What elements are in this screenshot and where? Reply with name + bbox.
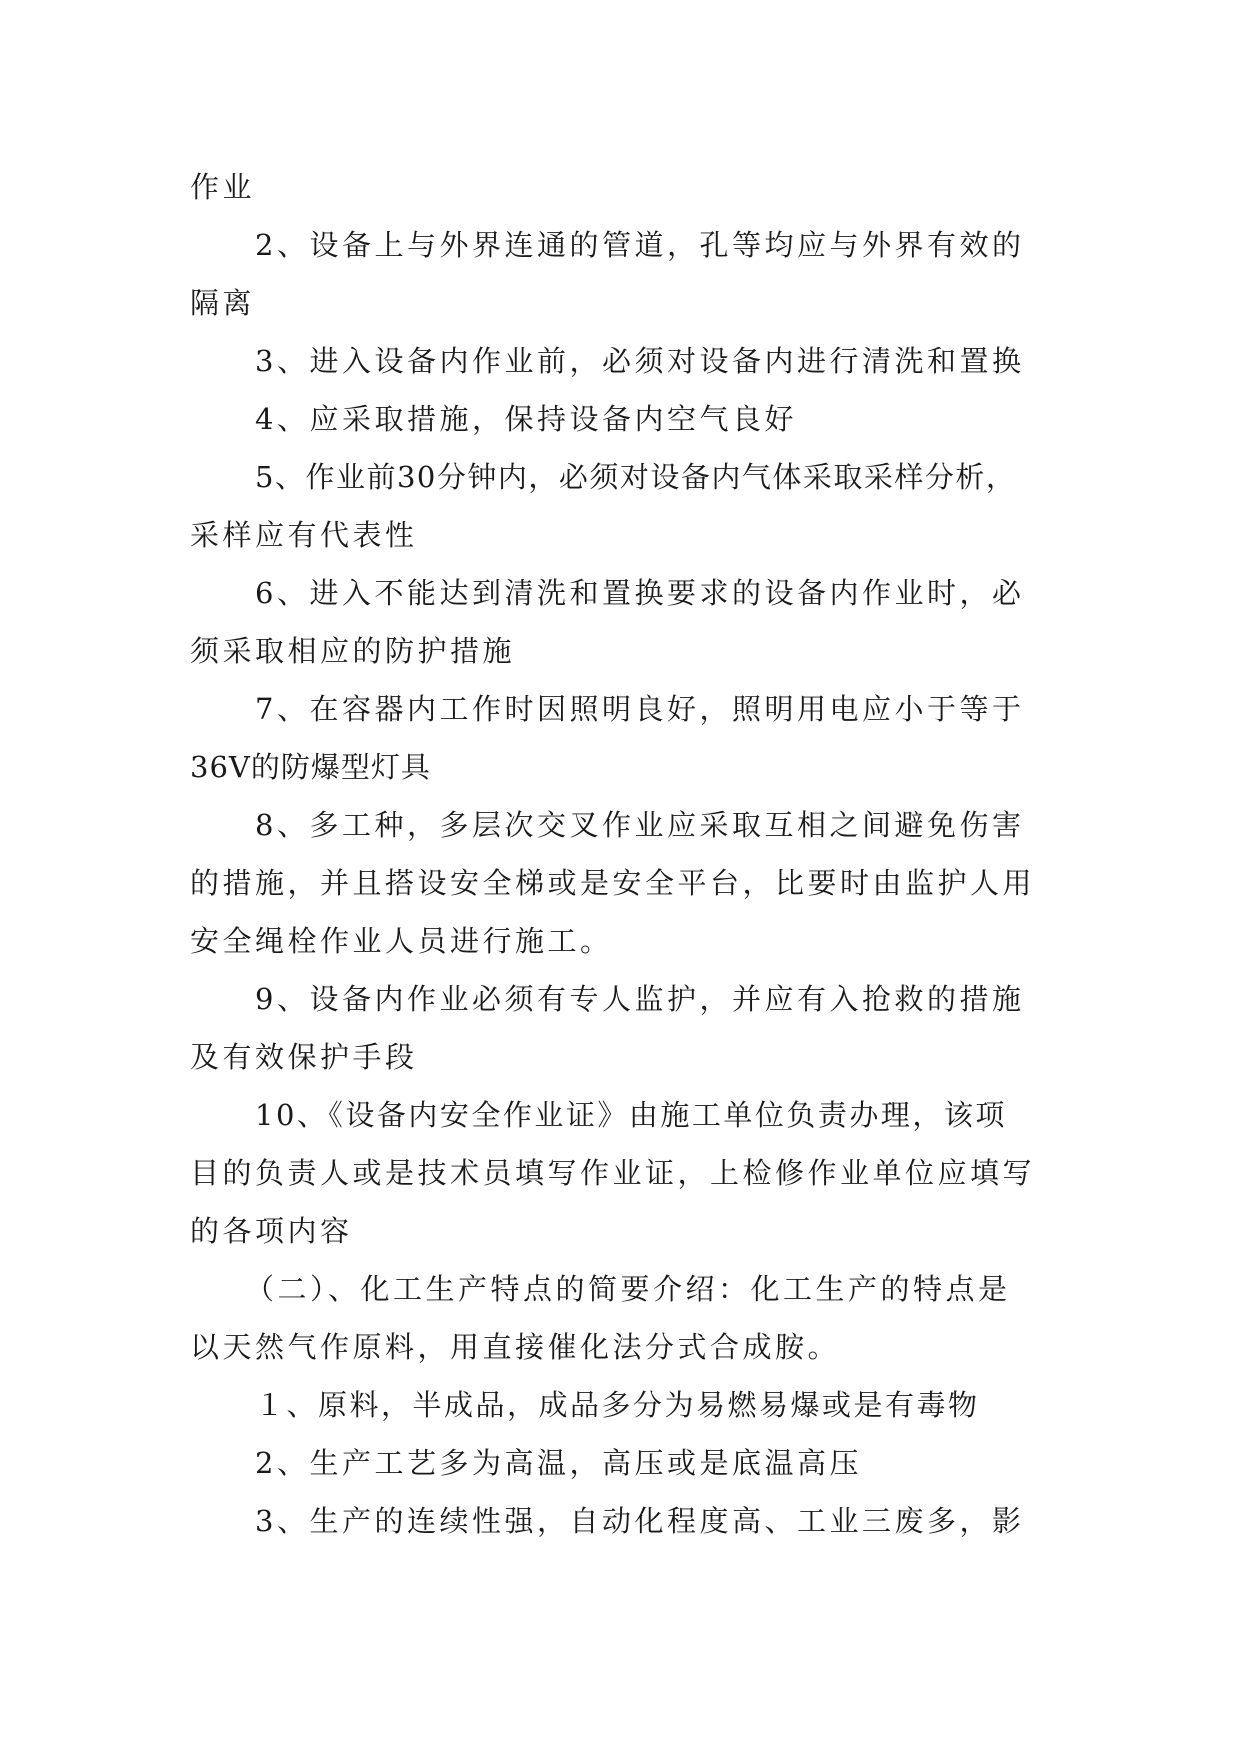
text-line: １、原料，半成品，成品多分为易燃易爆或是有毒物 — [255, 1388, 980, 1422]
text-line: 9、设备内作业必须有专人监护，并应有入抢救的措施 — [255, 982, 1025, 1016]
text-line: 目的负责人或是技术员填写作业证，上检修作业单位应填写 — [190, 1156, 1036, 1190]
text-line: 10、《设备内安全作业证》由施工单位负责办理，该项 — [255, 1098, 1007, 1132]
text-line: 的各项内容 — [190, 1214, 353, 1248]
text-line: 4、应采取措施，保持设备内空气良好 — [255, 402, 797, 436]
text-line: 5、作业前30分钟内，必须对设备内气体采取采样分析， — [255, 460, 1017, 494]
text-line: 36V的防爆型灯具 — [190, 750, 431, 784]
text-line: 隔离 — [190, 286, 256, 320]
text-line: 3、进入设备内作业前，必须对设备内进行清洗和置换 — [255, 344, 1025, 378]
text-line: 以天然气作原料，用直接催化法分式合成胺。 — [190, 1330, 841, 1364]
text-line: 采样应有代表性 — [190, 518, 418, 552]
text-line: 作业 — [190, 170, 256, 204]
text-line: （二）、化工生产特点的简要介绍：化工生产的特点是 — [245, 1272, 1011, 1306]
text-line: 安全绳栓作业人员进行施工。 — [190, 924, 613, 958]
text-line: 3、生产的连续性强，自动化程度高、工业三废多，影 — [255, 1504, 1025, 1538]
document-body — [190, 158, 1050, 1550]
text-line: 6、进入不能达到清洗和置换要求的设备内作业时，必 — [255, 576, 1025, 610]
text-line: 8、多工种，多层次交叉作业应采取互相之间避免伤害 — [255, 808, 1025, 842]
text-line: 须采取相应的防护措施 — [190, 634, 516, 668]
text-line: 2、生产工艺多为高温，高压或是底温高压 — [255, 1446, 862, 1480]
text-line: 及有效保护手段 — [190, 1040, 418, 1074]
text-line: 2、设备上与外界连通的管道，孔等均应与外界有效的 — [255, 228, 1025, 262]
text-line: 的措施，并且搭设安全梯或是安全平台，比要时由监护人用 — [190, 866, 1036, 900]
text-line: 7、在容器内工作时因照明良好，照明用电应小于等于 — [255, 692, 1025, 726]
